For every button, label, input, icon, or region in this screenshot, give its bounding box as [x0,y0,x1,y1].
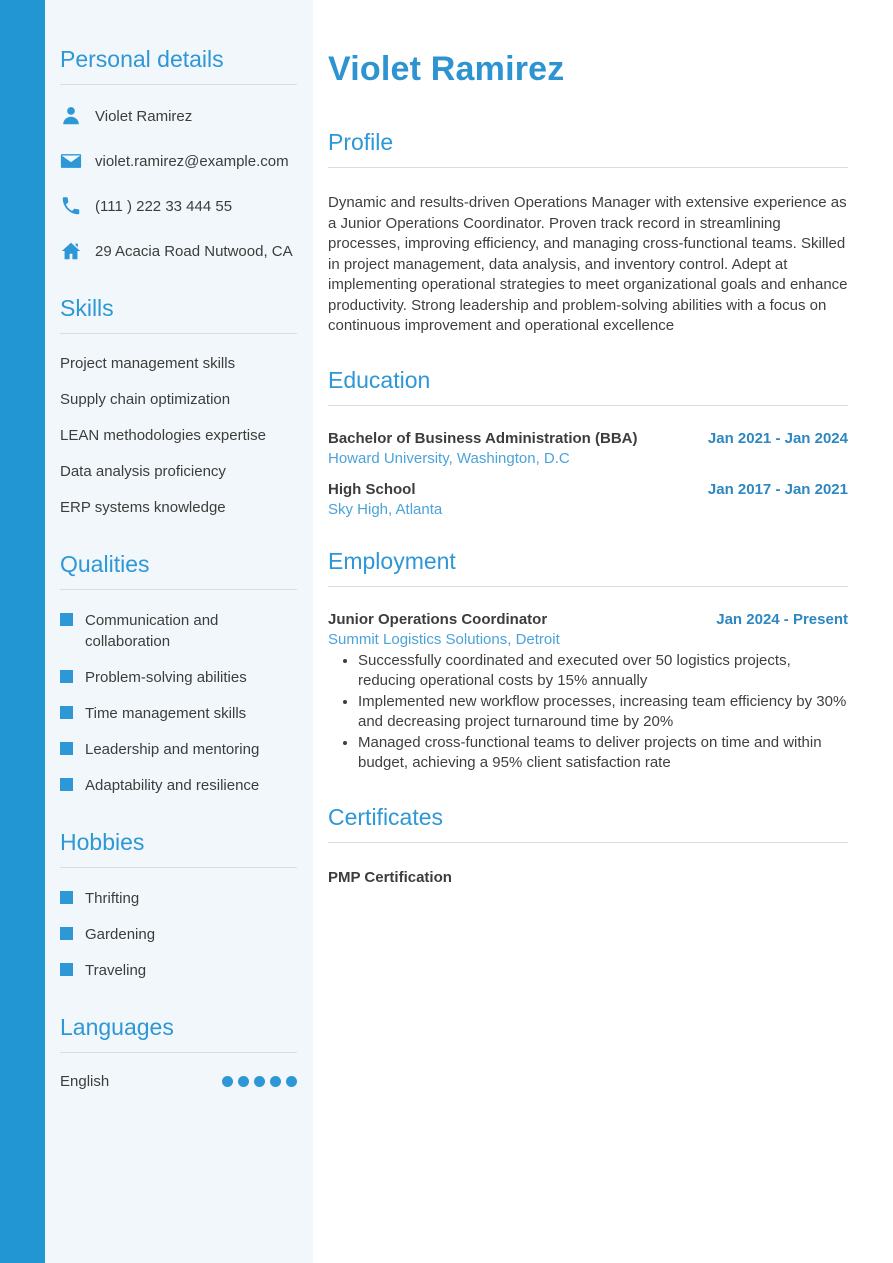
education-dates: Jan 2021 - Jan 2024 [707,429,848,447]
square-bullet-icon [60,778,73,791]
degree-title: High School [328,480,416,498]
skills-section [60,295,297,518]
email-icon [60,150,82,172]
contact-email-text: violet.ramirez@example.com [95,152,289,170]
job-bullet-list [328,651,848,774]
job-title: Junior Operations Coordinator [328,610,548,628]
hobby-item [60,960,297,981]
language-level-dot [254,1076,265,1087]
education-entry-head [328,430,848,447]
institution-name: Howard University, Washington, D.C [328,449,570,467]
square-bullet-icon [60,670,73,683]
quality-item-label: Communication and collaboration [85,612,219,650]
hobby-item [60,888,297,909]
quality-item [60,775,297,796]
certificates-heading: Certificates [328,804,848,843]
main-content [313,0,893,1263]
education-entry [328,430,848,467]
contact-email-row [60,150,297,172]
user-icon [60,105,82,127]
page-title: Violet Ramirez [328,50,565,88]
employment-heading: Employment [328,548,848,587]
education-heading: Education [328,367,848,406]
contact-phone-row [60,195,297,217]
skill-item: Data analysis proficiency [60,463,226,480]
quality-item [60,739,297,760]
square-bullet-icon [60,891,73,904]
employment-entry-head [328,611,848,628]
hobby-item-label: Traveling [85,962,147,979]
employment-dates: Jan 2024 - Present [716,610,848,628]
language-item [60,1073,297,1090]
hobbies-heading: Hobbies [60,829,297,868]
qualities-section [60,551,297,796]
quality-item-label: Problem-solving abilities [85,669,247,686]
quality-item-label: Adaptability and resilience [85,777,260,794]
company-name: Summit Logistics Solutions, Detroit [328,630,560,648]
employment-entry [328,611,848,774]
quality-item [60,703,297,724]
personal-details-section [60,46,297,262]
skill-item: LEAN methodologies expertise [60,427,266,444]
certificate-item: PMP Certification [328,868,452,886]
skill-item: Supply chain optimization [60,391,231,408]
education-dates: Jan 2017 - Jan 2021 [707,480,848,498]
job-bullet: • Successfully coordinated and executed over 50 logistics projects, reducing operational costs by 15% annually [358,651,848,692]
profile-section [328,129,848,337]
contact-address-row [60,240,297,262]
quality-item-label: Time management skills [85,705,247,722]
square-bullet-icon [60,742,73,755]
languages-section [60,1014,297,1090]
language-level-dot [286,1076,297,1087]
quality-item [60,610,297,652]
skill-item: ERP systems knowledge [60,499,226,516]
phone-icon [60,195,82,217]
language-level-dots [222,1076,297,1087]
skills-heading: Skills [60,295,297,334]
square-bullet-icon [60,706,73,719]
education-entry [328,481,848,518]
profile-text: Dynamic and results-driven Operations Manager with extensive experience as a Junior Operations Coordinator. Proven track record in streamlining processes, improving efficiency, and managing cross-functional teams. Skilled in project management, data analysis, and inventory control. Adept at implementing operational strategies to meet organizational goals and enhance productivity. Strong leadership and problem-solving abilities with a focus on continuous improvement and operational excellence [328,194,848,334]
skills-list [60,354,297,518]
language-level-dot [222,1076,233,1087]
profile-heading: Profile [328,129,848,168]
qualities-heading: Qualities [60,551,297,590]
quality-item [60,667,297,688]
contact-address-text: 29 Acacia Road Nutwood, CA [95,242,293,260]
degree-title: Bachelor of Business Administration (BBA) [328,429,638,447]
personal-details-heading: Personal details [60,46,297,85]
job-bullet: • Implemented new workflow processes, increasing team efficiency by 30% and decreasing project turnaround time by 20% [358,692,848,733]
hobby-item-label: Thrifting [85,890,140,907]
certificates-section [328,804,848,886]
language-level-dot [270,1076,281,1087]
home-icon [60,240,82,262]
language-name: English [60,1073,110,1090]
education-entry-head [328,481,848,498]
employment-section [328,548,848,774]
language-level-dot [238,1076,249,1087]
accent-strip [0,0,45,1263]
skill-item: Project management skills [60,355,236,372]
contact-phone-text: (111 ) 222 33 444 55 [95,197,233,215]
square-bullet-icon [60,613,73,626]
education-section [328,367,848,518]
hobby-item [60,924,297,945]
languages-heading: Languages [60,1014,297,1053]
hobby-item-label: Gardening [85,926,156,943]
sidebar [45,0,313,1263]
hobbies-section [60,829,297,981]
contact-name-row [60,105,297,127]
quality-item-label: Leadership and mentoring [85,741,260,758]
square-bullet-icon [60,963,73,976]
institution-name: Sky High, Atlanta [328,500,443,518]
square-bullet-icon [60,927,73,940]
job-bullet: • Managed cross-functional teams to deliver projects on time and within budget, achieving a 95% client satisfaction rate [358,733,848,774]
contact-name-text: Violet Ramirez [95,107,193,125]
